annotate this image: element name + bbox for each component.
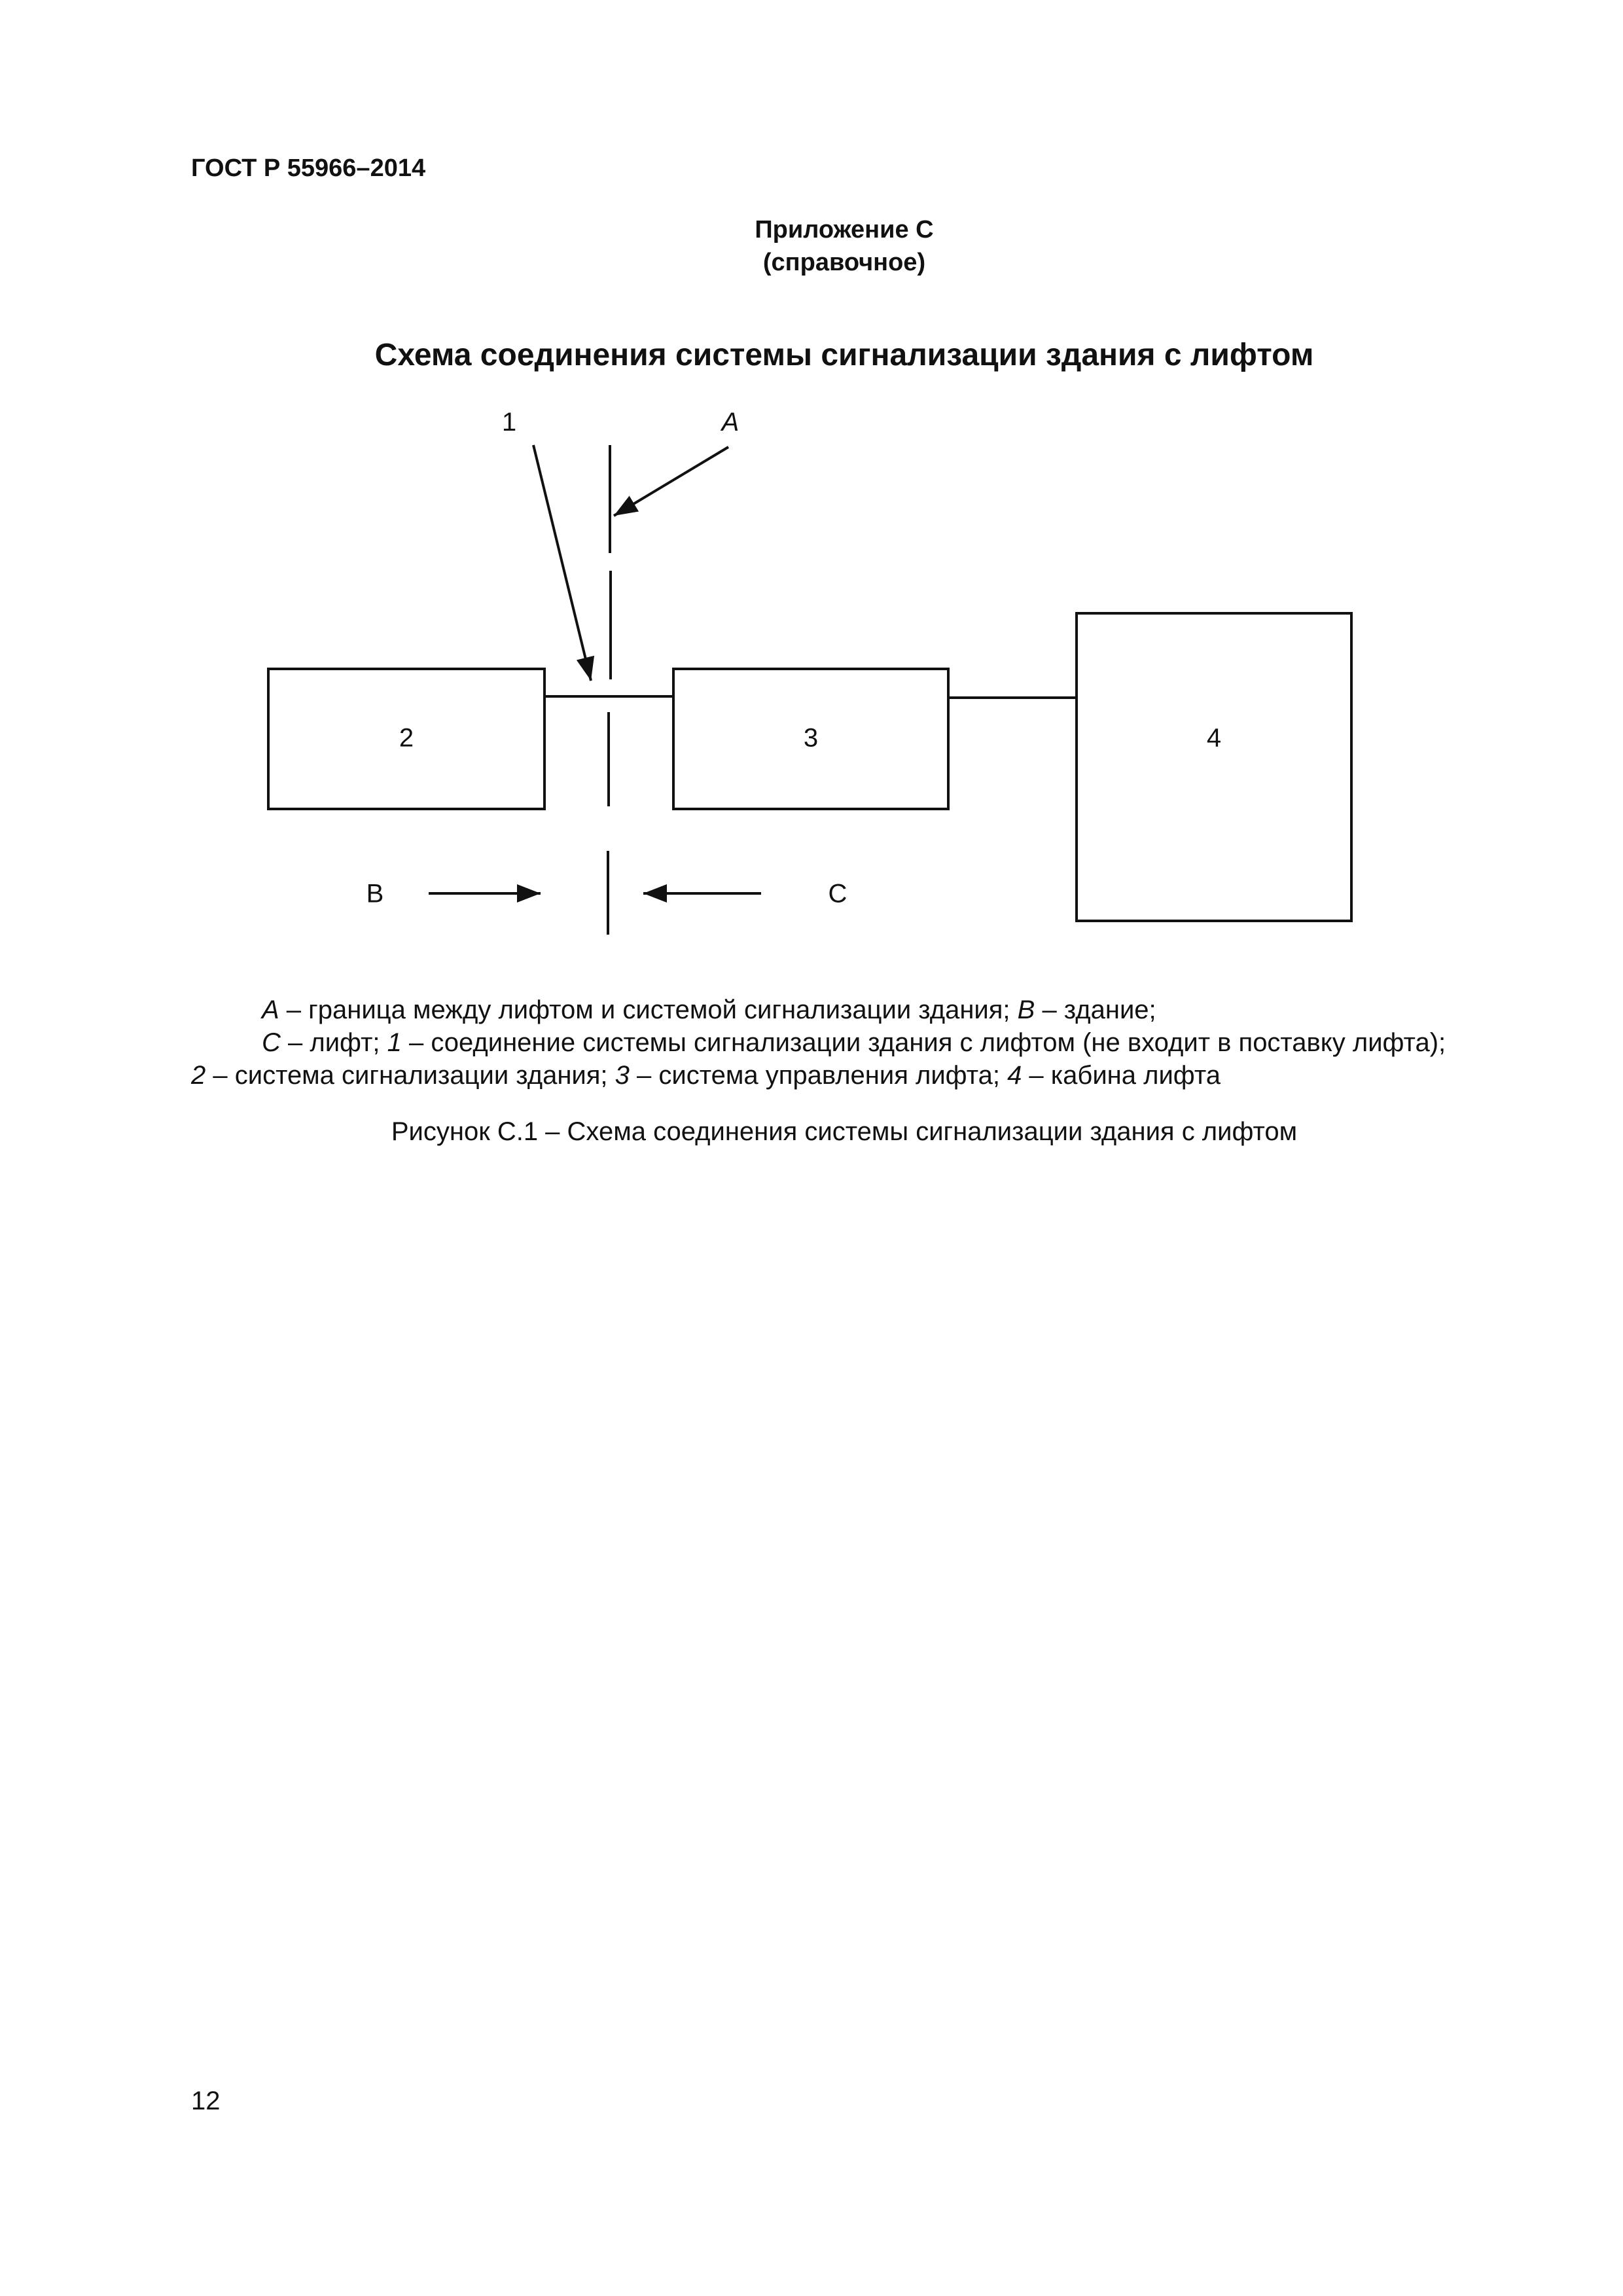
label-box-3: 3 xyxy=(803,723,819,753)
legend-text: – соединение системы сигнализации здания с лифтом (не входит в поставку лифта); xyxy=(401,1028,1446,1057)
legend-key: C xyxy=(262,1028,281,1057)
leader-arrow-1 xyxy=(533,445,591,681)
lift-car-box xyxy=(1077,613,1351,921)
legend-key: 2 xyxy=(191,1061,206,1090)
appendix-label: Приложение С xyxy=(755,216,934,243)
legend-line-2 xyxy=(262,1026,1446,1059)
figure-caption: Рисунок С.1 – Схема соединения системы сигнализации здания с лифтом xyxy=(391,1117,1298,1146)
label-box-4: 4 xyxy=(1206,723,1222,753)
page-number: 12 xyxy=(191,2087,221,2115)
legend-text: – граница между лифтом и системой сигнализации здания; xyxy=(279,996,1018,1024)
legend-key: B xyxy=(1017,996,1035,1024)
appendix-type: (справочное) xyxy=(762,249,926,276)
legend-line-1 xyxy=(262,994,1156,1026)
legend-text: – кабина лифта xyxy=(1022,1061,1221,1090)
label-c: C xyxy=(828,879,847,908)
legend-key: A xyxy=(262,996,279,1024)
legend-key: 1 xyxy=(387,1028,402,1057)
document-code: ГОСТ Р 55966–2014 xyxy=(191,154,426,182)
figure-title: Схема соединения системы сигнализации здания с лифтом xyxy=(374,338,1314,372)
legend-text: – система сигнализации здания; xyxy=(205,1061,615,1090)
legend-text: – лифт; xyxy=(280,1028,387,1057)
label-b: B xyxy=(366,879,384,908)
legend-key: 3 xyxy=(615,1061,630,1090)
label-box-2: 2 xyxy=(399,723,414,753)
legend-text: – здание; xyxy=(1035,996,1156,1024)
leader-arrow-a xyxy=(614,447,728,516)
legend-line-3 xyxy=(191,1059,1221,1092)
legend-key: 4 xyxy=(1007,1061,1022,1090)
legend-text: – система управления лифта; xyxy=(629,1061,1008,1090)
label-a: A xyxy=(721,408,740,437)
label-1: 1 xyxy=(501,408,517,437)
